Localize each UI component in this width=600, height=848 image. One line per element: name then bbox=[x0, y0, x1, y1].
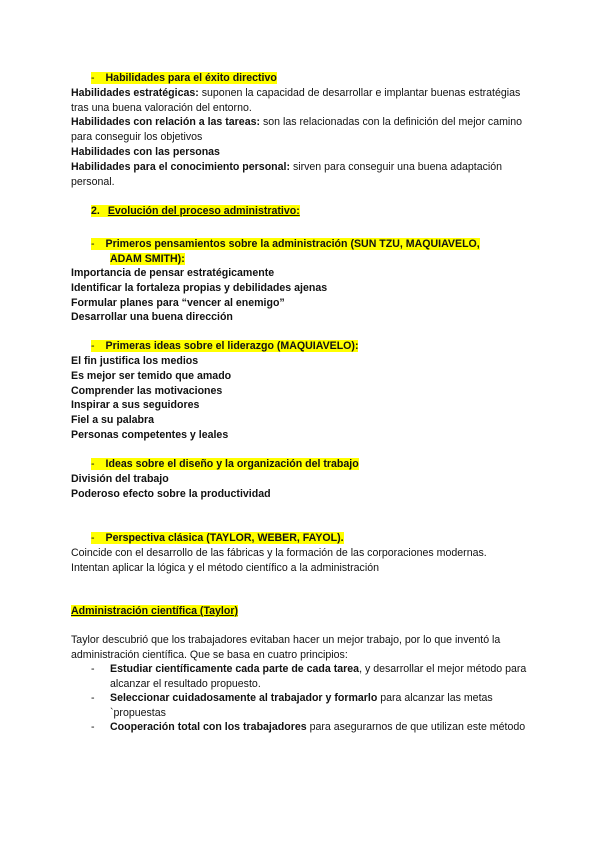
list-item: Personas competentes y leales bbox=[71, 428, 229, 441]
list-diseno bbox=[71, 472, 531, 502]
list-item: División del trabajo bbox=[71, 473, 169, 485]
section-heading-perspectiva-clasica bbox=[91, 531, 551, 546]
heading-text: Primeras ideas sobre el liderazgo (MAQUIAVELO): bbox=[103, 340, 359, 352]
skill-label: Habilidades para el conocimiento personal: bbox=[71, 161, 290, 173]
skill-label: Habilidades con las personas bbox=[71, 146, 220, 158]
section-heading-diseno bbox=[91, 457, 551, 472]
bullet-dash: - bbox=[91, 72, 103, 84]
paragraph-line: Intentan aplicar la lógica y el método científico a la administración bbox=[71, 561, 379, 574]
list-item: El fin justifica los medios bbox=[71, 355, 199, 367]
section-heading-primeros-pensamientos bbox=[91, 237, 531, 267]
skill-item-people bbox=[71, 145, 531, 160]
list-item: Inspirar a sus seguidores bbox=[71, 399, 200, 412]
bullet-dash: - bbox=[91, 663, 95, 675]
principle-item bbox=[91, 720, 531, 735]
skill-text: son las relacionadas con la definición del mejor camino para conseguir los objetivos bbox=[71, 116, 523, 143]
principle-item bbox=[91, 662, 531, 692]
heading-text: Habilidades para el éxito directivo bbox=[103, 72, 277, 84]
section-heading-administracion-cientifica bbox=[71, 604, 531, 619]
bullet-dash: - bbox=[91, 532, 103, 544]
list-item: Importancia de pensar estratégicamente bbox=[71, 267, 275, 279]
skill-item-strategic bbox=[71, 86, 531, 116]
list-item: Desarrollar una buena dirección bbox=[71, 311, 233, 324]
bullet-dash: - bbox=[91, 692, 95, 704]
bullet-dash: - bbox=[91, 458, 103, 470]
section-heading-habilidades bbox=[91, 71, 551, 86]
skill-item-personal bbox=[71, 160, 531, 190]
list-item: Es mejor ser temido que amado bbox=[71, 369, 232, 382]
list-item: Poderoso efecto sobre la productividad bbox=[71, 487, 271, 500]
heading-text: Ideas sobre el diseño y la organización del trabajo bbox=[103, 458, 359, 470]
skill-text: sirven para conseguir una buena adaptación personal. bbox=[71, 161, 503, 188]
section-number: 2. bbox=[91, 205, 100, 217]
heading-text: Perspectiva clásica (TAYLOR, WEBER, FAYOL). bbox=[103, 532, 344, 544]
paragraph-taylor-intro: Taylor descubrió que los trabajadores evitaban hacer un mejor trabajo, por lo que inventó la administración científica. Que se basa en cuatro principios: bbox=[71, 634, 501, 661]
heading-text-line1: Primeros pensamientos sobre la administración (SUN TZU, MAQUIAVELO, bbox=[103, 238, 480, 250]
heading-text: Administración científica (Taylor) bbox=[71, 605, 238, 617]
principle-bold: Seleccionar cuidadosamente al trabajador y formarlo bbox=[110, 692, 378, 704]
list-item: Fiel a su palabra bbox=[71, 414, 155, 427]
skill-item-tasks bbox=[71, 115, 531, 145]
heading-text: Evolución del proceso administrativo: bbox=[107, 205, 300, 217]
principle-bold: Estudiar científicamente cada parte de cada tarea bbox=[110, 663, 360, 675]
list-item: Identificar la fortaleza propias y debilidades ajenas bbox=[71, 281, 328, 294]
bullet-dash: - bbox=[91, 238, 103, 250]
list-item: Comprender las motivaciones bbox=[71, 384, 223, 397]
section-heading-liderazgo bbox=[91, 339, 551, 354]
section-heading-evolucion bbox=[91, 204, 551, 219]
principle-text: , y desarrollar el mejor método para alcanzar el resultado propuesto. bbox=[110, 663, 527, 690]
principle-bold: Cooperación total con los trabajadores bbox=[110, 721, 307, 733]
list-primeros-pensamientos bbox=[71, 266, 531, 325]
paragraph-perspectiva-clasica bbox=[71, 546, 531, 576]
principle-text: para asegurarnos de que utilizan este método bbox=[306, 721, 526, 733]
principle-item bbox=[91, 691, 531, 721]
paragraph-line: Coincide con el desarrollo de las fábricas y la formación de las corporaciones modernas. bbox=[71, 547, 487, 559]
skill-label: Habilidades estratégicas: bbox=[71, 87, 199, 99]
skill-label: Habilidades con relación a las tareas: bbox=[71, 116, 261, 128]
skill-text: suponen la capacidad de desarrollar e implantar buenas estratégias tras una buena valoración del entorno. bbox=[71, 87, 521, 114]
heading-text-line2: ADAM SMITH): bbox=[110, 252, 185, 265]
principle-text: para alcanzar las metas `propuestas bbox=[110, 692, 493, 719]
bullet-dash: - bbox=[91, 340, 103, 352]
bullet-dash: - bbox=[91, 721, 95, 733]
list-liderazgo bbox=[71, 354, 531, 443]
list-item: Formular planes para “vencer al enemigo” bbox=[71, 296, 285, 309]
